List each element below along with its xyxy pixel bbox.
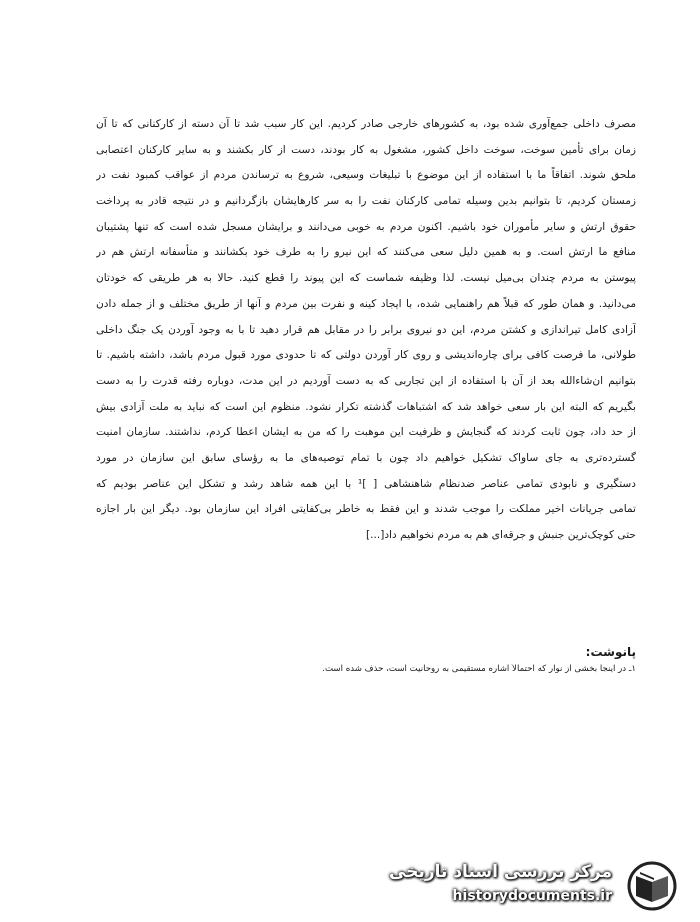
body-line: بتوانیم ان‌شاءالله بعد از آن با استفاده از این تجاربی که به دست آوردیم در این مدت، دوباره رفته قدرت را به دست — [96, 374, 636, 387]
body-line: می‌دانید. و همان طور که قبلاً هم راهنمایی شده، با ایجاد کینه و نفرت بین مردم و آنها از طریق مختلف و از جمله دادن — [96, 297, 636, 310]
body-line: زمستان کردیم، تا بتوانیم بدین وسیله تمامی کارکنان نفت را به سر کارهایشان بازگردانیم و در نتیجه قادر به پرداخت — [96, 195, 636, 208]
publisher-logo[interactable] — [389, 858, 686, 914]
body-line: از حد داد، چون ثابت کردند که گنجایش و ظرفیت این موهبت را که من به ایشان اعطا کردم، نداشتند. سازمان امنیت — [96, 426, 636, 439]
logo-url[interactable]: historydocuments.ir — [452, 888, 612, 904]
body-line: دستگیری و نابودی تمامی عناصر ضدنظام شاهنشاهی [ ]¹ با این همه شاهد رشد و تشکل این عناصر بودیم که — [96, 477, 636, 490]
body-line: حقوق ارتش و سایر مأموران خود باشیم. اکنون مردم به خوبی می‌دانند و برایشان مسجل شده است که تنها پشتیبان — [96, 220, 636, 233]
body-line: طولانی، ما فرصت کافی برای چاره‌اندیشی و روی کار آوردن دولتی که تا حدودی مورد قبول مردم باشد، داشته باشیم. تا — [96, 349, 636, 362]
body-line: گسترده‌تری به جای ساواک تشکیل خواهیم داد چون با تمام توصیه‌های ما به رؤسای سابق این سازمان در مورد — [96, 451, 636, 464]
body-line: مصرف داخلی جمع‌آوری شده بود، به کشورهای خارجی صادر کردیم. این کار سبب شد تا آن دسته از کارکنانی که تا آن — [96, 118, 636, 130]
footnote-heading: پانوشت: — [585, 645, 636, 659]
body-line: منافع ما ارتش است. و به همین دلیل سعی می‌کنند که این نیرو را به طرف خود بکشانند و متأسفانه ارتش هم در — [96, 246, 636, 259]
logo-name: مرکز بررسی اسناد تاریخی — [389, 862, 612, 882]
body-text — [96, 112, 636, 549]
body-line: ملحق شوند. اتفاقاً ما با استفاده از این موضوع با تبلیغات وسیعی، شروع به ترساندن مردم از عواقب کمبود نفت در — [96, 169, 636, 182]
body-line-last: حتی کوچک‌ترین جنبش و جرقه‌ای هم به مردم نخواهیم داد[...] — [365, 529, 636, 541]
body-line: زمان برای تأمین سوخت، سوخت داخل کشور، مشغول به کار بودند، دست از کار بکشند و به سایر کارکنان اعتصابی — [96, 143, 636, 156]
body-line: آزادی کامل تیراندازی و کشتن مردم، این دو نیروی برابر را در مقابل هم قرار دهید تا با به وجود آوردن یک جنگ داخلی — [96, 323, 636, 336]
body-line: تمامی جریانات اخیر مملکت را موجب شدند و این فقط به خاطر بی‌کفایتی افراد این سازمان بود. دیگر این بار اجازه — [96, 503, 636, 516]
body-line: بگیریم که البته این بار سعی خواهد شد که اشتباهات گذشته تکرار نشود. منظوم این است که نباید به ملت آزادی بیش — [96, 400, 636, 413]
book-icon — [624, 860, 680, 912]
body-line: پیوستن به مردم چندان بی‌میل نیست. لذا وظیفه شماست که این پیوند را قطع کنید. حالا به هر طریقی که خودتان — [96, 272, 636, 285]
footnote-text: ۱ـ در اینجا بخشی از نوار که احتمالاً اشاره مستقیمی به روحانیت است، حذف شده است. — [322, 664, 636, 674]
